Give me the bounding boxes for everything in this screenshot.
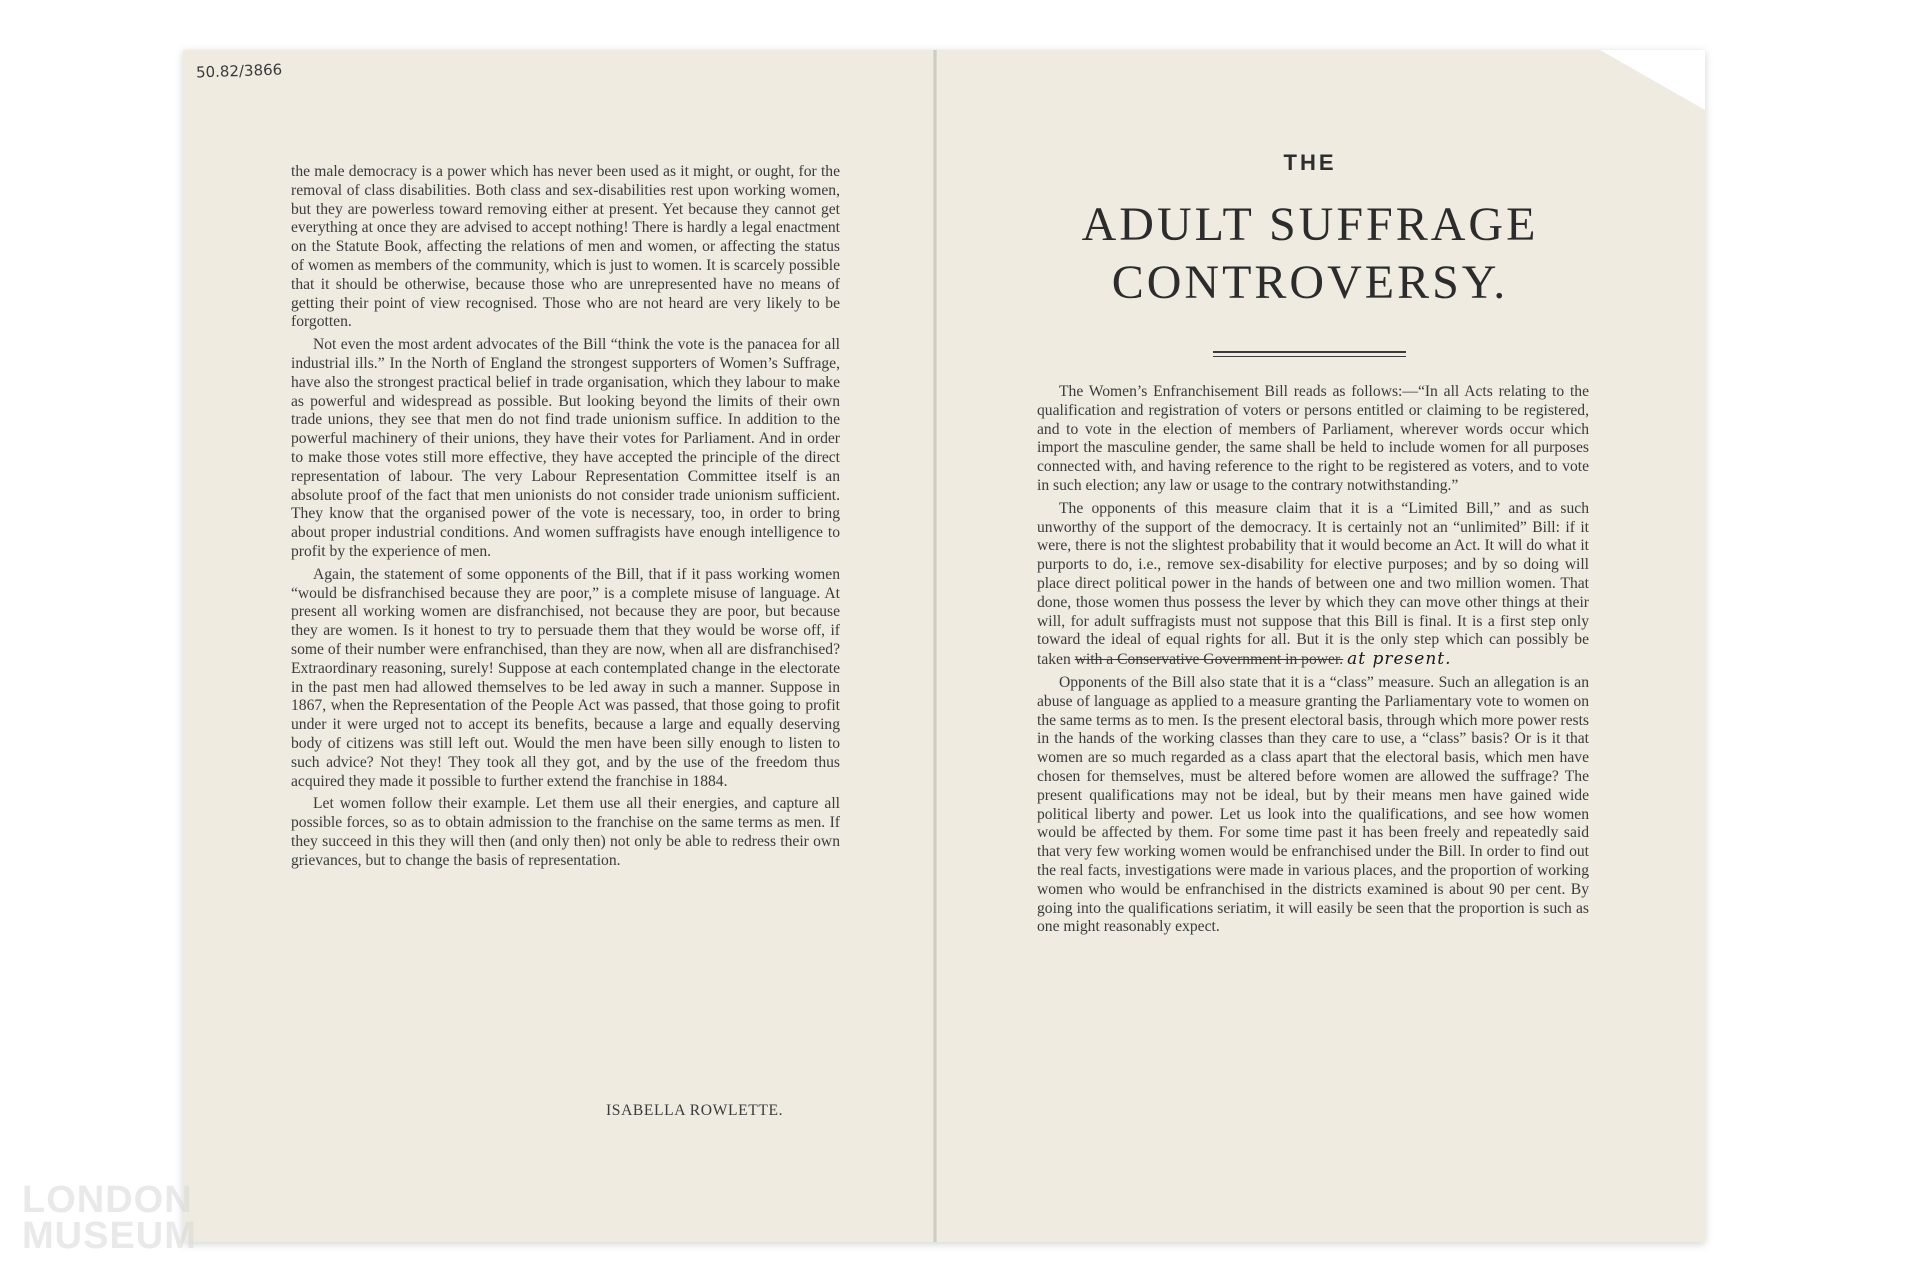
accession-number: 50.82/3866 [195,60,283,82]
title-line-2: CONTROVERSY. [1111,256,1509,309]
center-fold [933,50,937,1242]
limited-bill-paragraph [1037,500,1589,670]
struck-through-text: with a Conservative Government in power. [1074,651,1344,669]
class-measure-paragraph: Opponents of the Bill also state that it is a “class” measure. Such an allegation is an abuse of language as applied to a measure granting the Parliamentary vote to women on the same terms as to men. Is the present electoral basis, through which more power rests in the hands of the working classes than they care to use, a “class” basis? Or is it that women are so much regarded as a class apart that the electoral basis, which men have chosen for themselves, must be altered before women are allowed the suffrage? The present qualifications may not be ideal, but by their means men have gained wide political liberty and power. Let us look into the qualifications, and see how women would be affected by them. For some time past it has been freely and repeatedly said that very few working women would be enfranchised under the Bill. In order to find out the real facts, investigations were made in various places, and the proportion of working women who would be enfranchised in the districts examined is about 90 per cent. By going into the qualifications seriatim, it will easily be seen that the proportion is such as one might reasonably expect. [1037,673,1589,936]
left-paragraph: the male democracy is a power which has never been used as it might, or ought, for the removal of class disabilities. Both class and sex-disabilities rest upon working women, but they are powerless toward removing either at present. Yet because they cannot get everything at once they are advised to accept nothing! There is hardly a legal enactment on the Statute Book, affecting the relations of men and women, or affecting the status of women as members of the community, which is just to women. It is scarcely possible that it should be otherwise, because those who are unrepresented have no means of getting their point of view recognised. Those who are not heard are very likely to be forgotten. [291,163,840,331]
left-paragraph: Let women follow their example. Let them use all their energies, and capture all possible forces, so as to obtain admission to the franchise on the same terms as men. If they succeed in this they will then (and only then) not only be able to redress their own grievances, but to change the basis of representation. [291,795,840,869]
watermark-line-2: MUSEUM [22,1215,197,1257]
left-paragraph: Not even the most ardent advocates of the Bill “think the vote is the panacea for all industrial ills.” In the North of England the strongest supporters of Women’s Suffrage, have also the strongest practical belief in trade organisation, which they labour to make as powerful and widespread as possible. But looking beyond the limits of their own trade unions, they see that men do not find trade unionism suffice. In addition to the powerful machinery of their unions, they have their votes for Parliament. And in order to make those votes still more effective, they have accepted the principle of the direct representation of labour. The very Labour Representation Committee itself is an absolute proof of the fact that men unionists do not consider trade unionism sufficient. They know that the organised power of the vote is necessary, too, in order to bring about proper industrial conditions. And women suffragists have enough intelligence to profit by the experience of men. [291,336,840,560]
museum-watermark-logo [22,1179,197,1257]
left-page-text [291,163,840,870]
paragraph-text: The opponents of this measure claim that it is a “Limited Bill,” and as such unworthy of the support of the democracy. It is certainly not an “unlimited” Bill: if it were, there is not the slightest probability that it would become an Act. It will do what it purports to do, i.e., remove sex-disability for elective purposes; and by so doing will place direct political power in the hands of between one and two million women. That done, those women thus possess the lever by which they can move other things at their will, for adult suffragists must not suppose that this Bill is final. It is a first step only toward the ideal of equal rights for all. But it is the only step which can possibly be taken [1037,499,1589,669]
watermark-line-1: LONDON [22,1179,193,1221]
left-paragraph: Again, the statement of some opponents of the Bill, that if it pass working women “would be disfranchised because they are poor,” is a complete misuse of language. At present all working women are disfranchised, not because they are poor, but because they are women. Is it honest to try to persuade them that they would be worse off, if some of their number were enfranchised, than they are now, when all are disfranchised? Extraordinary reasoning, surely! Suppose at each contemplated change in the electorate in the past men had allowed themselves to be led away in such a manner. Suppose in 1867, when the Representation of the People Act was passed, that those going to profit under it were urged not to accept its benefits, because a large and equally deserving body of citizens was still left out. Would the men have been silly enough to listen to such advice? Not they! They took all they got, and by the use of the freedom thus acquired they made it possible to further extend the franchise in 1884. [291,565,840,790]
title-line-1: ADULT SUFFRAGE [1081,198,1539,251]
page-title [1020,196,1600,312]
title-the: THE [1283,150,1337,175]
bill-quotation-paragraph: The Women’s Enfranchisement Bill reads as follows:—“In all Acts relating to the qualification and registration of voters or persons entitled or claiming to be registered, and to vote in the election of members of Parliament, wherever words occur which import the masculine gender, the same shall be held to include women for all purposes connected with, and having reference to the right to be registered as voters, and to vote in such election; any law or usage to the contrary notwithstanding.” [1037,383,1589,494]
title-rule-thin [1213,356,1406,357]
title-rule-thick [1213,351,1406,353]
author-signature: ISABELLA ROWLETTE. [606,1102,784,1119]
handwritten-correction: at present. [1347,649,1452,670]
right-page-text [1037,383,1589,937]
torn-corner [1600,50,1705,110]
